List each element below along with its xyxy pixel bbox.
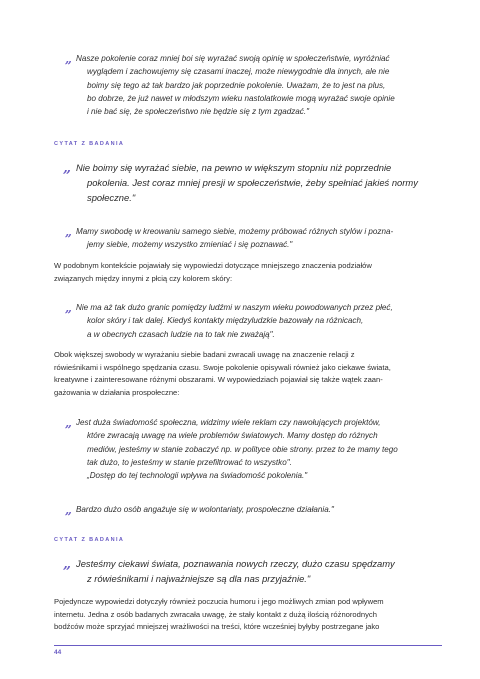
quote-3 — [65, 225, 394, 252]
quote-line: tak dużo, to jesteśmy w stanie przefiltrować to wszystko". — [87, 457, 292, 467]
quote-2 — [63, 160, 418, 206]
quote-line: Jest duża świadomość społeczna, widzimy wiele reklam czy nawołujących projektów, — [76, 418, 381, 427]
quote-line: jemy siebie, możemy wszystko zmieniać i się poznawać." — [87, 240, 293, 250]
quote-5 — [65, 416, 398, 482]
quote-4 — [65, 301, 393, 341]
paragraph-line: kreatywne i zainteresowane różnymi obszarami. W wypowiedziach pojawiał się także wątek zaan- — [54, 375, 383, 385]
body-paragraph — [54, 596, 384, 634]
section-label: CYTAT Z BADANIA — [54, 537, 125, 543]
quote-mark-icon: „ — [65, 416, 72, 430]
section-label: CYTAT Z BADANIA — [54, 141, 125, 147]
quote-mark-icon: „ — [63, 160, 72, 176]
quote-line: społeczne." — [87, 192, 136, 204]
quote-line: które zwracają uwagę na wiele problemów światowych. Mamy dostęp do różnych — [87, 431, 378, 441]
page-number: 44 — [54, 649, 62, 656]
quote-mark-icon: „ — [65, 503, 72, 517]
quote-line: a w obecnych czasach ludzie na to tak nie zważają". — [87, 329, 275, 339]
quote-mark-icon: „ — [65, 301, 72, 315]
footer-divider — [54, 645, 442, 646]
paragraph-line: Pojedyncze wypowiedzi dotyczyły również poczucia humoru i jego możliwych zmian pod wpływem — [54, 597, 384, 606]
quote-line: Bardzo dużo osób angażuje się w wolontariaty, prospołeczne działania." — [76, 505, 334, 514]
paragraph-line: rówieśnikami i wspólnego spędzania czasu. Swoje pokolenie opisywali również jako ciekawe świata, — [54, 362, 391, 372]
paragraph-line: gażowania w działania prospołeczne: — [54, 387, 180, 397]
quote-line: i nie bać się, że społeczeństwo nie będzie się z tym zgadzać." — [87, 107, 309, 117]
quote-mark-icon: „ — [65, 225, 72, 239]
quote-line: wyglądem i zachowujemy się czasami inaczej, może niewygodnie dla innych, ale nie — [87, 67, 390, 77]
quote-line: Nie boimy się wyrażać siebie, na pewno w większym stopniu niż poprzednie — [76, 162, 392, 173]
body-paragraph — [54, 260, 372, 285]
paragraph-line: bodźców może sprzyjać mniejszej wrażliwości na treści, które wcześniej byłyby postrzegane jako — [54, 622, 380, 632]
paragraph-line: W podobnym kontekście pojawiały się wypowiedzi dotyczące mniejszego znaczenia podziałów — [54, 261, 372, 270]
quote-mark-icon: „ — [63, 556, 72, 572]
quote-line: mediów, jesteśmy w stanie zobaczyć np. w polityce obie strony. przez to że mamy tego — [87, 444, 398, 454]
quote-mark-icon: „ — [65, 52, 72, 66]
quote-line: „Dostęp do tej technologii wpływa na świadomość pokolenia." — [87, 471, 308, 481]
quote-line: kolor skóry i tak dalej. Kiedyś kontakty międzyludzkie bazowały na różnicach, — [87, 316, 364, 326]
quote-6 — [65, 503, 334, 517]
quote-line: Mamy swobodę w kreowaniu samego siebie, możemy próbować różnych stylów i pozna- — [76, 227, 394, 236]
quote-1 — [65, 52, 395, 118]
quote-line: Jesteśmy ciekawi świata, poznawania nowych rzeczy, dużo czasu spędzamy — [76, 558, 395, 569]
paragraph-line: związanych między innymi z płcią czy kolorem skóry: — [54, 273, 233, 283]
body-paragraph — [54, 349, 391, 399]
quote-line: z rówieśnikami i najważniejsze są dla nas przyjaźnie." — [87, 573, 311, 585]
quote-line: Nasze pokolenie coraz mniej boi się wyrażać swoją opinię w społeczeństwie, wyróżniać — [76, 54, 390, 63]
quote-line: bo dobrze, że już nawet w młodszym wieku nastolatkowie mogą wyrażać swoje opinie — [87, 93, 395, 103]
paragraph-line: Obok większej swobody w wyrażaniu siebie badani zwracali uwagę na znaczenie relacji z — [54, 350, 355, 359]
quote-line: pokolenia. Jest coraz mniej presji w społeczeństwie, żeby spełniać jakieś normy — [87, 177, 418, 189]
quote-7 — [63, 556, 395, 586]
quote-line: boimy się tego aż tak bardzo jak poprzednie pokolenie. Uważam, że to jest na plus, — [87, 80, 386, 90]
quote-line: Nie ma aż tak dużo granic pomiędzy ludźmi w naszym wieku powodowanych przez płeć, — [76, 303, 393, 312]
paragraph-line: internetu. Jedna z osób badanych zwracała uwagę, że stały kontakt z dużą ilością różnorodnych — [54, 609, 377, 619]
